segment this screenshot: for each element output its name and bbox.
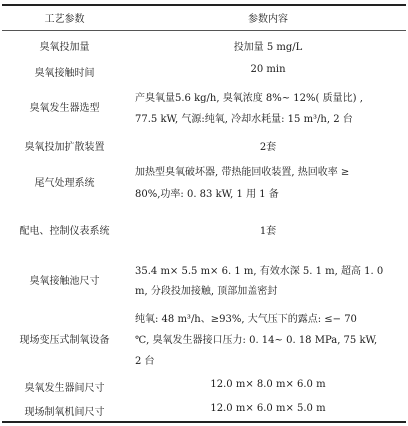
row-param: 臭氧发生器选型: [29, 103, 100, 114]
row-param: 配电、控制仪表系统: [19, 226, 110, 237]
row-param: 臭氧投加扩散装置: [24, 142, 105, 153]
row-value-line: 35.4 m× 5.5 m× 6. 1 m, 有效水深 5. 1 m, 超高 1. 0: [135, 266, 384, 277]
row-param: 臭氧接触时间: [34, 68, 95, 79]
row-value-line: 加热型臭氧破坏器, 带热能回收装置, 热回收率 ≥: [135, 167, 350, 178]
row-value-line: 产臭氧量5.6 kg/h, 臭氧浓度 8%~ 12%( 质量比) ,: [135, 93, 363, 104]
row-value: 2套: [259, 142, 277, 153]
row-value-line: 80%,功率: 0. 83 kW, 1 用 1 备: [135, 189, 279, 200]
row-param: 现场制氧机间尺寸: [24, 407, 105, 418]
row-param: 臭氧接触池尺寸: [29, 276, 100, 287]
table-top-rule: [2, 4, 406, 6]
row-value: 1套: [259, 226, 277, 237]
row-param: 尾气处理系统: [34, 178, 95, 189]
row-value-line: 2 台: [135, 356, 155, 367]
row-value-line: 77.5 kW, 气源:纯氧, 冷却水耗量: 15 m³/h, 2 台: [135, 114, 353, 125]
row-value-line: ℃, 臭氧发生器接口压力: 0. 14~ 0. 18 MPa, 75 kW,: [135, 335, 378, 346]
header-bottom-rule: [2, 30, 406, 31]
row-param: 臭氧投加量: [39, 42, 90, 53]
table-bottom-rule: [2, 421, 406, 423]
row-value-line: 纯氧: 48 m³/h、≥93%, 大气压下的露点: ≤− 70: [135, 314, 357, 325]
row-value: 20 min: [250, 64, 286, 75]
row-param: 臭氧发生器间尺寸: [24, 383, 105, 394]
row-value: 投加量 5 mg/L: [233, 42, 303, 53]
header-content: 参数内容: [248, 14, 288, 25]
row-value: 12.0 m× 6.0 m× 5.0 m: [210, 403, 326, 414]
row-value-line: m, 分段投加接触, 顶部加盖密封: [135, 286, 278, 297]
header-param: 工艺参数: [44, 14, 85, 25]
row-value: 12.0 m× 8.0 m× 6.0 m: [210, 379, 326, 390]
row-param: 现场变压式制氧设备: [19, 335, 110, 346]
